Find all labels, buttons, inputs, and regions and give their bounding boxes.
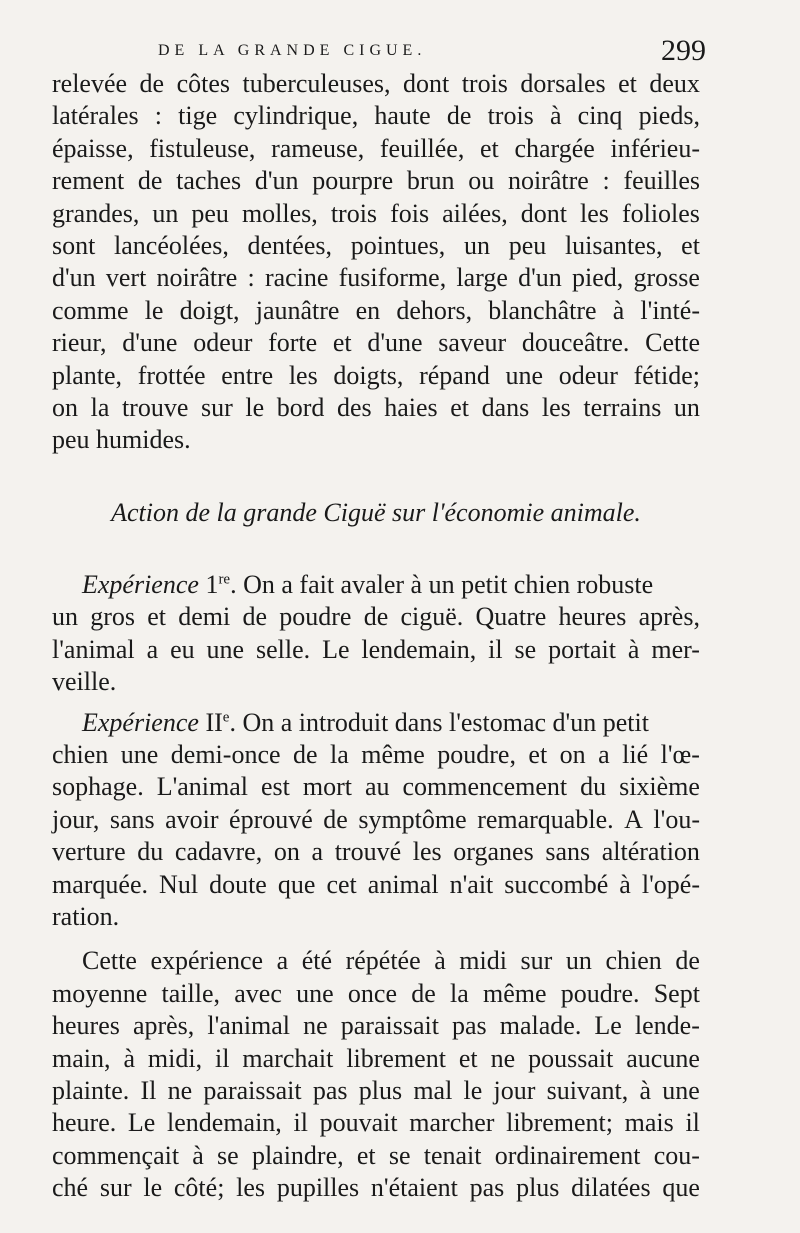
experience-ordinal: II [205, 707, 223, 737]
experience-line-rest: . On a fait avaler à un petit chien robuste [230, 570, 654, 600]
page-number: 299 [661, 34, 706, 67]
text-line: rement de taches d'un pourpre brun ou noirâtre : feuilles [52, 166, 700, 196]
text-line: verture du cadavre, on a trouvé les organes sans altération [52, 837, 700, 867]
text-line: jour, sans avoir éprouvé de symptôme remarquable. A l'ou- [52, 804, 700, 834]
text-line: on la trouve sur le bord des haies et dans les terrains un [52, 392, 700, 422]
paragraph-description [52, 68, 700, 457]
text-line: commençait à se plaindre, et se tenait ordinairement cou- [52, 1140, 700, 1170]
text-line: peu humides. [52, 425, 191, 455]
text-line: plainte. Il ne paraissait pas plus mal le jour suivant, à une [52, 1075, 700, 1105]
experience-label: Expérience [82, 707, 199, 737]
text-line [52, 707, 700, 739]
section-heading: Action de la grande Ciguë sur l'économie animale. [111, 497, 641, 527]
text-line: main, à midi, il marchait librement et ne poussait aucune [52, 1043, 700, 1073]
text-line: heures après, l'animal ne paraissait pas malade. Le lende- [52, 1011, 700, 1041]
experience-ordinal-suffix: e [222, 708, 230, 725]
text-line: sont lancéolées, dentées, pointues, un peu luisantes, et [52, 230, 700, 260]
text-line: moyenne taille, avec une once de la même poudre. Sept [52, 978, 700, 1008]
text-line: Cette expérience a été répétée à midi sur un chien de [82, 946, 700, 976]
text-line: un gros et demi de poudre de ciguë. Quatre heures après, [52, 602, 700, 632]
text-line: comme le doigt, jaunâtre en dehors, blanchâtre à l'inté- [52, 295, 700, 325]
paragraph-experience-2 [52, 707, 700, 934]
paragraph-experience-1 [52, 569, 700, 699]
running-title: DE LA GRANDE CIGUE. [158, 42, 427, 59]
paragraph-repeat-experiment [52, 945, 700, 1204]
text-line: plante, frottée entre les doigts, répand une odeur fétide; [52, 360, 700, 390]
text-line: sophage. L'animal est mort au commencement du sixième [52, 772, 700, 802]
text-line: heure. Le lendemain, il pouvait marcher librement; mais il [52, 1108, 700, 1138]
text-line: veille. [52, 667, 117, 697]
experience-line-rest: . On a introduit dans l'estomac d'un petit [229, 707, 649, 737]
experience-label: Expérience [82, 570, 199, 600]
text-line: rieur, d'une odeur forte et d'une saveur douceâtre. Cette [52, 328, 700, 358]
text-line: relevée de côtes tuberculeuses, dont trois dorsales et deux [52, 69, 700, 98]
text-line: ration. [52, 901, 120, 931]
experience-label-line [82, 569, 653, 601]
text-line: épaisse, fistuleuse, rameuse, feuillée, et chargée inférieu- [52, 133, 700, 163]
body-text [52, 68, 700, 1205]
text-line: marquée. Nul doute que cet animal n'ait succombé à l'opé- [52, 869, 700, 899]
text-line: l'animal a eu une selle. Le lendemain, il se portait à mer- [52, 634, 700, 664]
text-line: d'un vert noirâtre : racine fusiforme, large d'un pied, grosse [52, 263, 700, 293]
text-line: ché sur le côté; les pupilles n'étaient pas plus dilatées que [52, 1173, 700, 1203]
text-line: grandes, un peu molles, trois fois ailées, dont les folioles [52, 198, 700, 228]
experience-ordinal-suffix: re [218, 571, 231, 588]
text-line: chien une demi-once de la même poudre, et on a lié l'œ- [52, 740, 700, 770]
experience-label-line [82, 707, 649, 739]
text-line: latérales : tige cylindrique, haute de trois à cinq pieds, [52, 101, 700, 131]
text-line [52, 569, 700, 601]
experience-ordinal: 1 [205, 570, 219, 600]
